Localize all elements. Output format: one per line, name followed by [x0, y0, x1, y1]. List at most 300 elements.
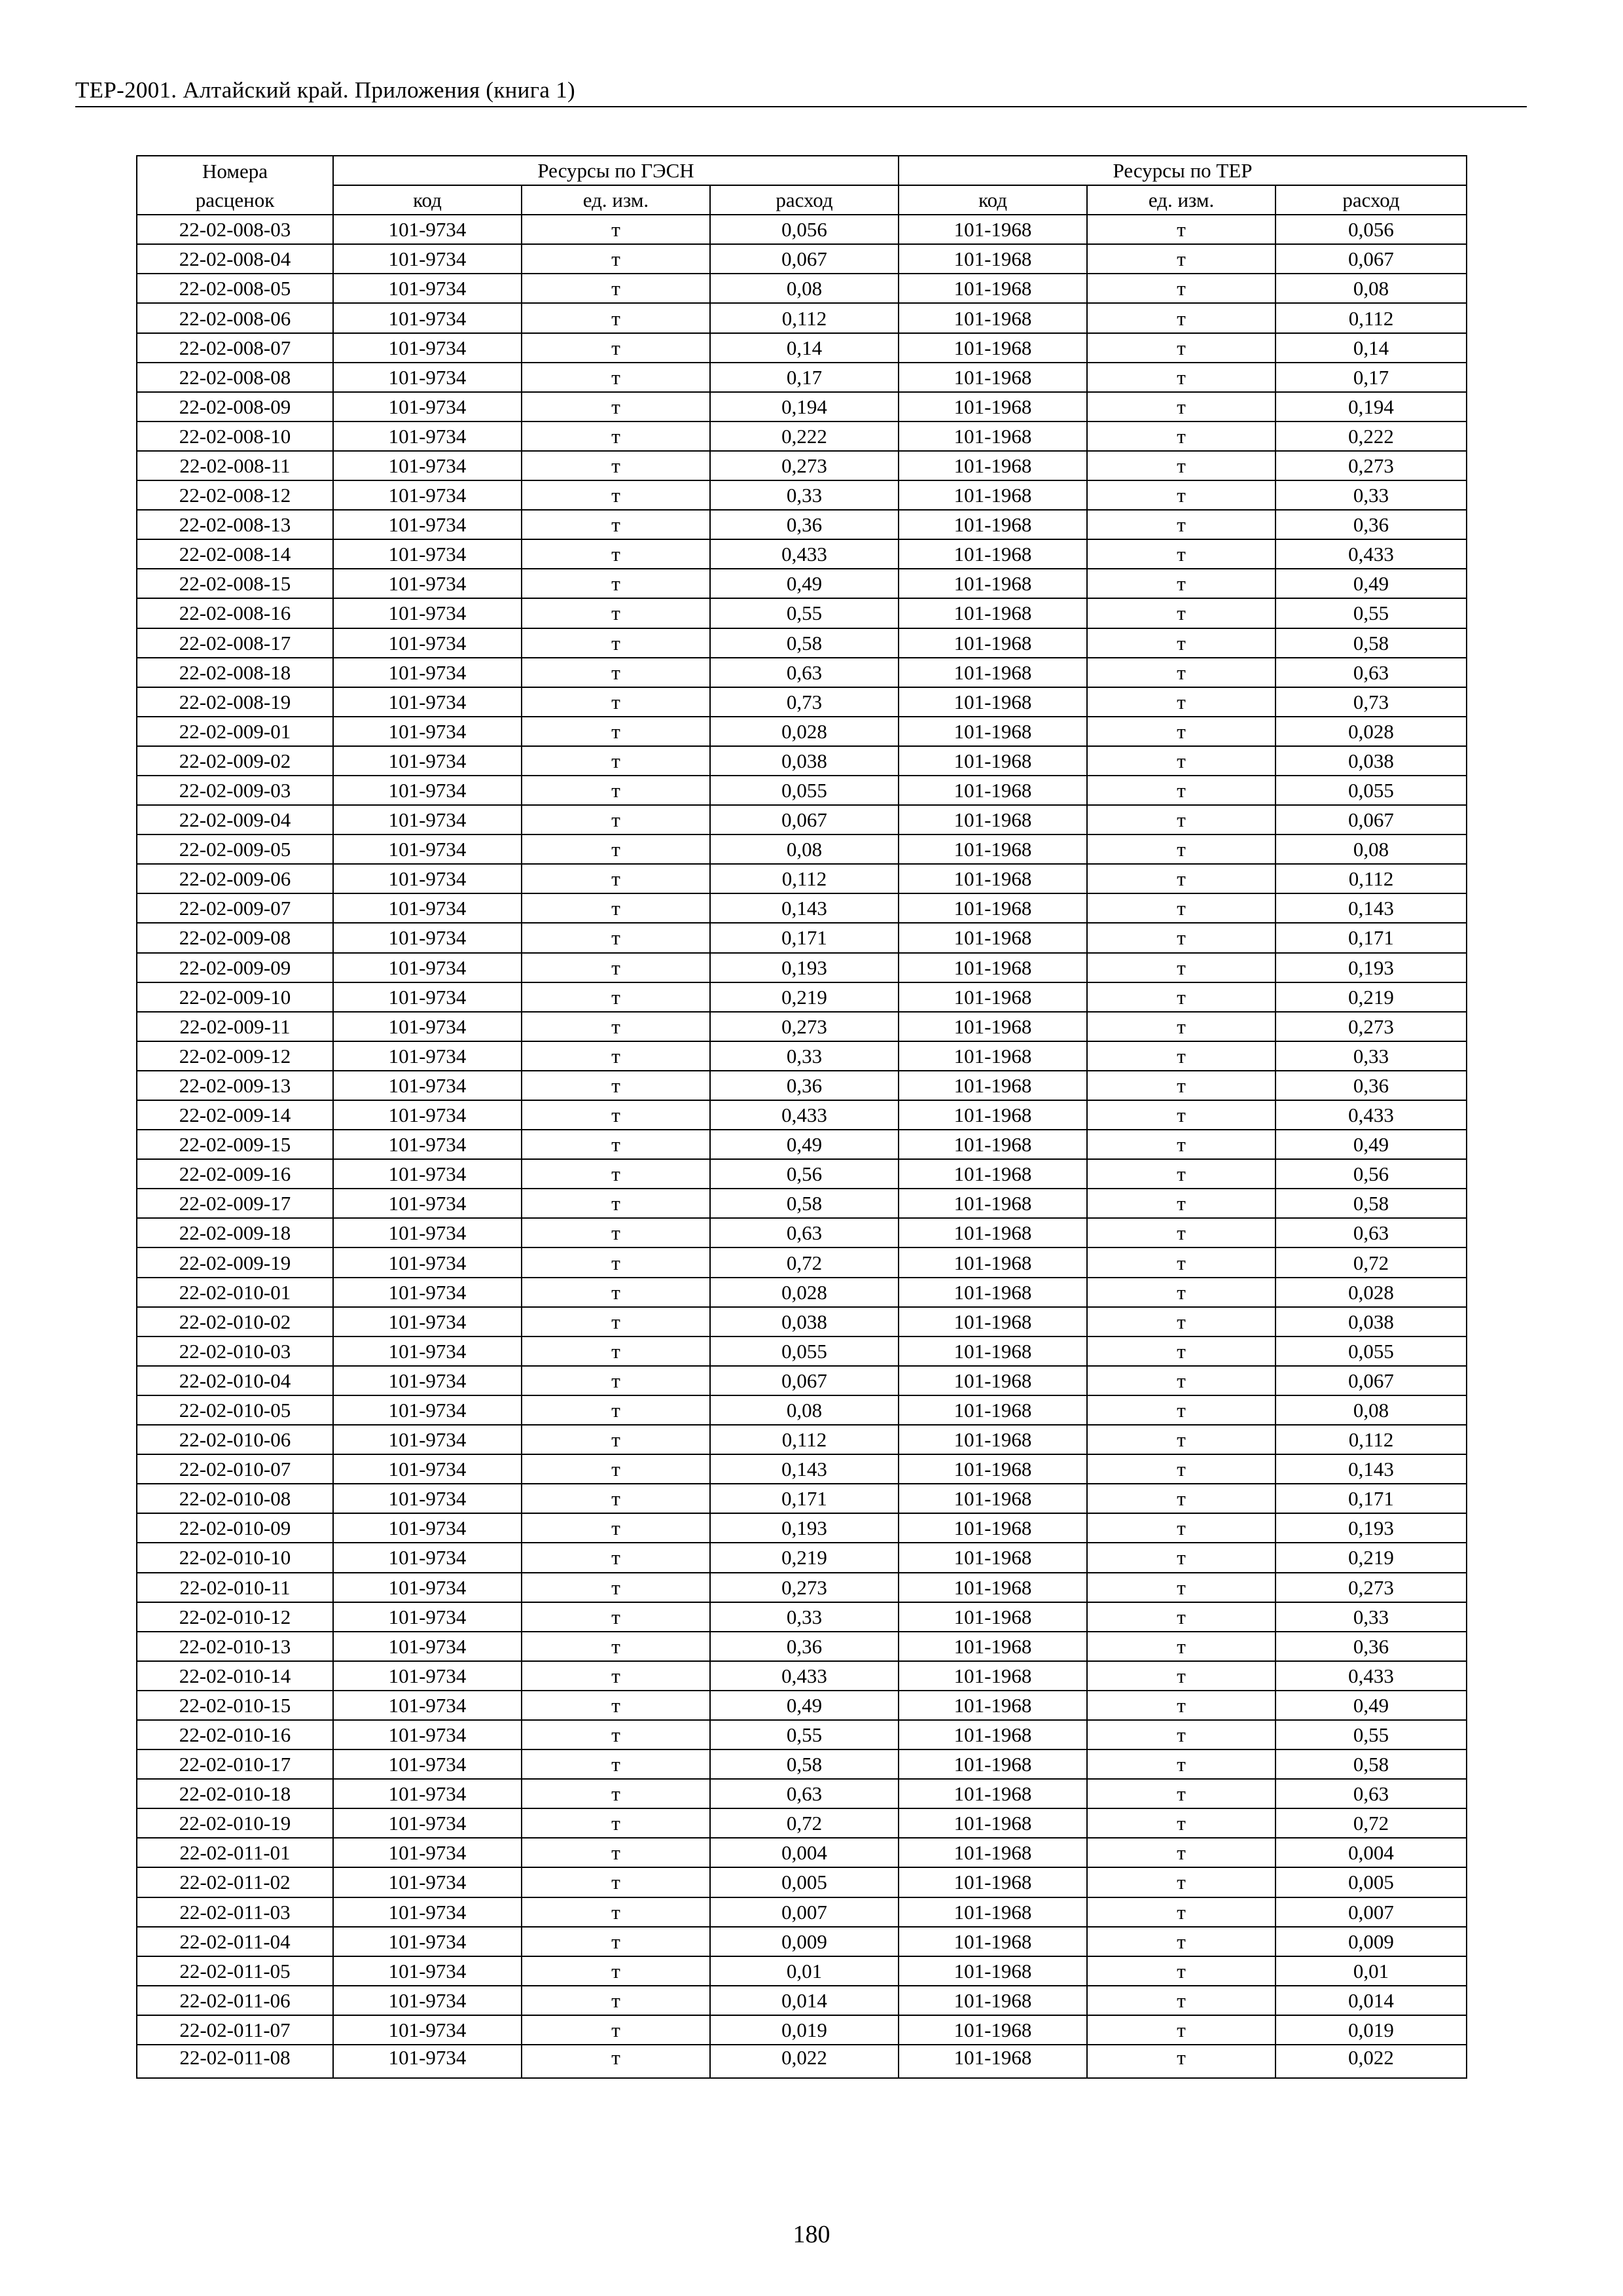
rate-number-cell: 22-02-008-05: [137, 274, 333, 303]
gesn-unit-cell: т: [522, 805, 710, 834]
ter-code-cell: 101-1968: [899, 953, 1087, 982]
table-row: [137, 1956, 1467, 1986]
gesn-code-cell: 101-9734: [333, 1749, 522, 1779]
table-row: [137, 1071, 1467, 1100]
rate-number-cell: 22-02-008-13: [137, 510, 333, 539]
rate-number-cell: 22-02-009-18: [137, 1218, 333, 1247]
table-header: [137, 156, 1467, 215]
ter-code-cell: 101-1968: [899, 1632, 1087, 1661]
rate-number-cell: 22-02-008-12: [137, 480, 333, 510]
ter-unit-cell: т: [1087, 1691, 1275, 1720]
gesn-code-cell: 101-9734: [333, 1632, 522, 1661]
ter-amount-cell: 0,143: [1275, 1454, 1467, 1484]
running-title: ТЕР-2001. Алтайский край. Приложения (книга 1): [75, 77, 576, 103]
gesn-amount-cell: 0,028: [710, 1278, 899, 1307]
rate-number-cell: 22-02-009-11: [137, 1012, 333, 1041]
gesn-code-cell: 101-9734: [333, 480, 522, 510]
ter-code-cell: 101-1968: [899, 717, 1087, 746]
gesn-amount-cell: 0,36: [710, 510, 899, 539]
ter-amount-cell: 0,067: [1275, 244, 1467, 274]
ter-code-cell: 101-1968: [899, 776, 1087, 805]
gesn-code-cell: 101-9734: [333, 2045, 522, 2078]
gesn-code-cell: 101-9734: [333, 1573, 522, 1602]
ter-amount-cell: 0,273: [1275, 451, 1467, 480]
rate-number-cell: 22-02-009-09: [137, 953, 333, 982]
ter-amount-cell: 0,14: [1275, 333, 1467, 363]
gesn-code-cell: 101-9734: [333, 1247, 522, 1277]
table-row: [137, 480, 1467, 510]
gesn-code-cell: 101-9734: [333, 746, 522, 776]
gesn-amount-cell: 0,63: [710, 1779, 899, 1808]
ter-unit-cell: т: [1087, 687, 1275, 717]
gesn-code-cell: 101-9734: [333, 1366, 522, 1395]
ter-amount-cell: 0,112: [1275, 303, 1467, 332]
table-row: [137, 658, 1467, 687]
gesn-amount-cell: 0,14: [710, 333, 899, 363]
ter-code-cell: 101-1968: [899, 1130, 1087, 1159]
gesn-unit-cell: т: [522, 274, 710, 303]
gesn-amount-cell: 0,08: [710, 274, 899, 303]
group-ter-header: Ресурсы по ТЕР: [899, 156, 1467, 185]
gesn-unit-cell: т: [522, 303, 710, 332]
table-row: [137, 1543, 1467, 1572]
table-row: [137, 953, 1467, 982]
gesn-code-cell: 101-9734: [333, 2015, 522, 2045]
table-row: [137, 1336, 1467, 1366]
rate-number-cell: 22-02-010-11: [137, 1573, 333, 1602]
ter-code-cell: 101-1968: [899, 363, 1087, 392]
ter-code-cell: 101-1968: [899, 392, 1087, 422]
gesn-code-cell: 101-9734: [333, 834, 522, 864]
rate-number-cell: 22-02-008-09: [137, 392, 333, 422]
gesn-unit-cell: т: [522, 1189, 710, 1218]
gesn-code-cell: 101-9734: [333, 363, 522, 392]
gesn-amount-cell: 0,08: [710, 834, 899, 864]
ter-amount-cell: 0,433: [1275, 1661, 1467, 1691]
page-number: 180: [793, 2221, 830, 2248]
ter-amount-cell: 0,193: [1275, 1513, 1467, 1543]
table-row: [137, 1691, 1467, 1720]
gesn-amount-cell: 0,171: [710, 923, 899, 952]
gesn-amount-cell: 0,112: [710, 1425, 899, 1454]
gesn-code-cell: 101-9734: [333, 805, 522, 834]
gesn-code-cell: 101-9734: [333, 1307, 522, 1336]
ter-amount-cell: 0,01: [1275, 1956, 1467, 1986]
ter-code-cell: 101-1968: [899, 598, 1087, 628]
ter-unit-cell: т: [1087, 333, 1275, 363]
table-row: [137, 1927, 1467, 1956]
gesn-unit-cell: т: [522, 480, 710, 510]
ter-code-cell: 101-1968: [899, 1749, 1087, 1779]
rate-number-cell: 22-02-011-02: [137, 1867, 333, 1897]
ter-unit-cell: т: [1087, 746, 1275, 776]
gesn-amount-cell: 0,58: [710, 1189, 899, 1218]
rate-number-cell: 22-02-011-05: [137, 1956, 333, 1986]
rate-number-cell: 22-02-009-15: [137, 1130, 333, 1159]
gesn-unit-cell: т: [522, 1720, 710, 1749]
table-row: [137, 363, 1467, 392]
gesn-unit-cell: т: [522, 1366, 710, 1395]
rate-number-cell: 22-02-008-17: [137, 628, 333, 658]
gesn-amount-cell: 0,33: [710, 1602, 899, 1632]
ter-amount-cell: 0,055: [1275, 776, 1467, 805]
ter-unit-cell: т: [1087, 1307, 1275, 1336]
gesn-unit-cell: т: [522, 1247, 710, 1277]
rate-number-cell: 22-02-008-06: [137, 303, 333, 332]
table-row: [137, 687, 1467, 717]
gesn-code-cell: 101-9734: [333, 303, 522, 332]
ter-unit-header: ед. изм.: [1087, 185, 1275, 215]
gesn-amount-cell: 0,219: [710, 982, 899, 1012]
gesn-code-cell: 101-9734: [333, 1454, 522, 1484]
ter-unit-cell: т: [1087, 864, 1275, 893]
ter-code-cell: 101-1968: [899, 569, 1087, 598]
table-row: [137, 1218, 1467, 1247]
gesn-amount-cell: 0,009: [710, 1927, 899, 1956]
gesn-unit-cell: т: [522, 1307, 710, 1336]
ter-unit-cell: т: [1087, 1425, 1275, 1454]
gesn-amount-cell: 0,17: [710, 363, 899, 392]
table-row: [137, 274, 1467, 303]
rate-number-cell: 22-02-010-16: [137, 1720, 333, 1749]
gesn-code-cell: 101-9734: [333, 598, 522, 628]
gesn-amount-cell: 0,067: [710, 244, 899, 274]
ter-unit-cell: т: [1087, 1632, 1275, 1661]
gesn-code-cell: 101-9734: [333, 982, 522, 1012]
gesn-unit-cell: т: [522, 893, 710, 923]
gesn-unit-cell: т: [522, 1927, 710, 1956]
ter-unit-cell: т: [1087, 1012, 1275, 1041]
gesn-unit-cell: т: [522, 1395, 710, 1425]
ter-amount-cell: 0,273: [1275, 1573, 1467, 1602]
ter-unit-cell: т: [1087, 1779, 1275, 1808]
ter-unit-cell: т: [1087, 2045, 1275, 2078]
ter-code-cell: 101-1968: [899, 1513, 1087, 1543]
gesn-code-cell: 101-9734: [333, 1602, 522, 1632]
ter-code-cell: 101-1968: [899, 628, 1087, 658]
gesn-amount-cell: 0,019: [710, 2015, 899, 2045]
gesn-code-cell: 101-9734: [333, 215, 522, 244]
ter-code-cell: 101-1968: [899, 1602, 1087, 1632]
gesn-code-cell: 101-9734: [333, 1867, 522, 1897]
rate-number-cell: 22-02-008-03: [137, 215, 333, 244]
gesn-amount-cell: 0,55: [710, 598, 899, 628]
ter-code-cell: 101-1968: [899, 1189, 1087, 1218]
gesn-code-cell: 101-9734: [333, 1130, 522, 1159]
rate-number-cell: 22-02-010-13: [137, 1632, 333, 1661]
gesn-amount-cell: 0,273: [710, 1012, 899, 1041]
table-row: [137, 1395, 1467, 1425]
gesn-unit-cell: т: [522, 215, 710, 244]
rate-number-cell: 22-02-009-03: [137, 776, 333, 805]
gesn-unit-cell: т: [522, 953, 710, 982]
gesn-amount-cell: 0,067: [710, 805, 899, 834]
rate-number-cell: 22-02-008-14: [137, 539, 333, 569]
rate-number-cell: 22-02-011-01: [137, 1838, 333, 1867]
rate-number-cell: 22-02-010-06: [137, 1425, 333, 1454]
ter-unit-cell: т: [1087, 1130, 1275, 1159]
table-row: [137, 392, 1467, 422]
table-row: [137, 776, 1467, 805]
ter-code-cell: 101-1968: [899, 1779, 1087, 1808]
ter-unit-cell: т: [1087, 1247, 1275, 1277]
ter-unit-cell: т: [1087, 1543, 1275, 1572]
ter-unit-cell: т: [1087, 1808, 1275, 1838]
ter-unit-cell: т: [1087, 510, 1275, 539]
gesn-unit-cell: т: [522, 1897, 710, 1927]
gesn-amount-cell: 0,112: [710, 303, 899, 332]
gesn-code-cell: 101-9734: [333, 333, 522, 363]
ter-code-cell: 101-1968: [899, 1454, 1087, 1484]
ter-amount-cell: 0,219: [1275, 982, 1467, 1012]
gesn-unit-cell: т: [522, 244, 710, 274]
ter-amount-cell: 0,055: [1275, 1336, 1467, 1366]
gesn-code-cell: 101-9734: [333, 569, 522, 598]
gesn-code-cell: 101-9734: [333, 274, 522, 303]
table-row: [137, 539, 1467, 569]
ter-amount-cell: 0,019: [1275, 2015, 1467, 2045]
ter-amount-cell: 0,08: [1275, 274, 1467, 303]
ter-amount-cell: 0,33: [1275, 1041, 1467, 1071]
ter-code-cell: 101-1968: [899, 1395, 1087, 1425]
rate-number-cell: 22-02-009-12: [137, 1041, 333, 1071]
gesn-unit-cell: т: [522, 569, 710, 598]
ter-unit-cell: т: [1087, 1986, 1275, 2015]
table-row: [137, 569, 1467, 598]
ter-amount-cell: 0,36: [1275, 1071, 1467, 1100]
ter-code-cell: 101-1968: [899, 1012, 1087, 1041]
ter-amount-cell: 0,067: [1275, 805, 1467, 834]
ter-amount-cell: 0,028: [1275, 1278, 1467, 1307]
ter-code-cell: 101-1968: [899, 1691, 1087, 1720]
rate-number-cell: 22-02-009-19: [137, 1247, 333, 1277]
ter-amount-cell: 0,72: [1275, 1247, 1467, 1277]
ter-code-cell: 101-1968: [899, 333, 1087, 363]
ter-unit-cell: т: [1087, 805, 1275, 834]
ter-code-cell: 101-1968: [899, 422, 1087, 451]
ter-unit-cell: т: [1087, 1927, 1275, 1956]
gesn-code-cell: 101-9734: [333, 510, 522, 539]
gesn-unit-cell: т: [522, 1218, 710, 1247]
ter-unit-cell: т: [1087, 215, 1275, 244]
table-row: [137, 1986, 1467, 2015]
ter-unit-cell: т: [1087, 569, 1275, 598]
table-row: [137, 1513, 1467, 1543]
ter-code-cell: 101-1968: [899, 1927, 1087, 1956]
ter-unit-cell: т: [1087, 480, 1275, 510]
gesn-unit-cell: т: [522, 422, 710, 451]
ter-code-cell: 101-1968: [899, 1100, 1087, 1130]
ter-amount-cell: 0,55: [1275, 1720, 1467, 1749]
gesn-amount-cell: 0,067: [710, 1366, 899, 1395]
ter-amount-cell: 0,038: [1275, 746, 1467, 776]
gesn-unit-cell: т: [522, 1956, 710, 1986]
table-row: [137, 1159, 1467, 1189]
gesn-unit-cell: т: [522, 2015, 710, 2045]
gesn-unit-cell: т: [522, 1130, 710, 1159]
gesn-amount-cell: 0,038: [710, 1307, 899, 1336]
ter-amount-header: расход: [1275, 185, 1467, 215]
rate-number-cell: 22-02-010-14: [137, 1661, 333, 1691]
gesn-amount-cell: 0,58: [710, 628, 899, 658]
gesn-amount-cell: 0,038: [710, 746, 899, 776]
rate-number-cell: 22-02-009-13: [137, 1071, 333, 1100]
gesn-unit-cell: т: [522, 1513, 710, 1543]
rate-number-cell: 22-02-008-10: [137, 422, 333, 451]
rate-number-cell: 22-02-009-02: [137, 746, 333, 776]
ter-unit-cell: т: [1087, 1366, 1275, 1395]
table-row: [137, 805, 1467, 834]
rate-number-cell: 22-02-011-08: [137, 2045, 333, 2078]
gesn-amount-cell: 0,49: [710, 569, 899, 598]
rate-number-cell: 22-02-008-07: [137, 333, 333, 363]
ter-amount-cell: 0,171: [1275, 1484, 1467, 1513]
ter-unit-cell: т: [1087, 953, 1275, 982]
ter-amount-cell: 0,58: [1275, 1189, 1467, 1218]
rate-number-cell: 22-02-010-01: [137, 1278, 333, 1307]
ter-amount-cell: 0,171: [1275, 923, 1467, 952]
table-row: [137, 1573, 1467, 1602]
gesn-unit-cell: т: [522, 1779, 710, 1808]
ter-unit-cell: т: [1087, 1218, 1275, 1247]
gesn-unit-cell: т: [522, 1425, 710, 1454]
rate-number-cell: 22-02-010-05: [137, 1395, 333, 1425]
gesn-amount-cell: 0,433: [710, 1100, 899, 1130]
rate-number-cell: 22-02-010-17: [137, 1749, 333, 1779]
ter-code-cell: 101-1968: [899, 2015, 1087, 2045]
gesn-code-cell: 101-9734: [333, 776, 522, 805]
ter-amount-cell: 0,112: [1275, 864, 1467, 893]
table-row: [137, 510, 1467, 539]
gesn-amount-cell: 0,58: [710, 1749, 899, 1779]
ter-amount-cell: 0,007: [1275, 1897, 1467, 1927]
table-row: [137, 1897, 1467, 1927]
table-row: [137, 834, 1467, 864]
gesn-unit-cell: т: [522, 717, 710, 746]
rate-number-cell: 22-02-009-10: [137, 982, 333, 1012]
rate-number-cell: 22-02-010-02: [137, 1307, 333, 1336]
rate-number-cell: 22-02-008-11: [137, 451, 333, 480]
ter-amount-cell: 0,056: [1275, 215, 1467, 244]
ter-unit-cell: т: [1087, 1100, 1275, 1130]
gesn-amount-cell: 0,193: [710, 1513, 899, 1543]
gesn-code-cell: 101-9734: [333, 1041, 522, 1071]
table-row: [137, 1661, 1467, 1691]
gesn-amount-cell: 0,014: [710, 1986, 899, 2015]
ter-amount-cell: 0,36: [1275, 510, 1467, 539]
ter-unit-cell: т: [1087, 1513, 1275, 1543]
table-row: [137, 628, 1467, 658]
gesn-unit-cell: т: [522, 539, 710, 569]
rate-number-cell: 22-02-009-01: [137, 717, 333, 746]
gesn-code-cell: 101-9734: [333, 1100, 522, 1130]
gesn-amount-cell: 0,022: [710, 2045, 899, 2078]
gesn-unit-cell: т: [522, 1691, 710, 1720]
ter-amount-cell: 0,36: [1275, 1632, 1467, 1661]
gesn-code-cell: 101-9734: [333, 1425, 522, 1454]
gesn-unit-cell: т: [522, 1336, 710, 1366]
gesn-unit-cell: т: [522, 392, 710, 422]
gesn-code-cell: 101-9734: [333, 1336, 522, 1366]
gesn-amount-cell: 0,433: [710, 1661, 899, 1691]
ter-code-cell: 101-1968: [899, 303, 1087, 332]
gesn-unit-cell: т: [522, 1749, 710, 1779]
ter-unit-cell: т: [1087, 244, 1275, 274]
gesn-unit-cell: т: [522, 658, 710, 687]
ter-code-cell: 101-1968: [899, 746, 1087, 776]
ter-unit-cell: т: [1087, 1484, 1275, 1513]
ter-unit-cell: т: [1087, 451, 1275, 480]
gesn-code-cell: 101-9734: [333, 893, 522, 923]
ter-code-cell: 101-1968: [899, 893, 1087, 923]
ter-code-cell: 101-1968: [899, 687, 1087, 717]
ter-amount-cell: 0,112: [1275, 1425, 1467, 1454]
ter-amount-cell: 0,56: [1275, 1159, 1467, 1189]
gesn-unit-cell: т: [522, 982, 710, 1012]
gesn-code-cell: 101-9734: [333, 244, 522, 274]
table-row: [137, 1484, 1467, 1513]
ter-unit-cell: т: [1087, 923, 1275, 952]
gesn-amount-cell: 0,056: [710, 215, 899, 244]
table-row: [137, 1867, 1467, 1897]
ter-unit-cell: т: [1087, 776, 1275, 805]
ter-unit-cell: т: [1087, 363, 1275, 392]
gesn-amount-header: расход: [710, 185, 899, 215]
rate-number-cell: 22-02-008-18: [137, 658, 333, 687]
ter-amount-cell: 0,273: [1275, 1012, 1467, 1041]
gesn-unit-cell: т: [522, 746, 710, 776]
gesn-unit-cell: т: [522, 1041, 710, 1071]
ter-code-cell: 101-1968: [899, 1838, 1087, 1867]
gesn-unit-cell: т: [522, 776, 710, 805]
ter-amount-cell: 0,33: [1275, 1602, 1467, 1632]
ter-code-cell: 101-1968: [899, 539, 1087, 569]
ter-unit-cell: т: [1087, 1189, 1275, 1218]
gesn-amount-cell: 0,01: [710, 1956, 899, 1986]
ter-unit-cell: т: [1087, 1720, 1275, 1749]
table-row: [137, 1278, 1467, 1307]
rate-number-cell: 22-02-010-07: [137, 1454, 333, 1484]
ter-code-cell: 101-1968: [899, 1336, 1087, 1366]
rate-number-cell: 22-02-010-09: [137, 1513, 333, 1543]
gesn-code-cell: 101-9734: [333, 1986, 522, 2015]
resources-table: [136, 155, 1467, 2079]
ter-code-cell: 101-1968: [899, 1661, 1087, 1691]
gesn-code-cell: 101-9734: [333, 1218, 522, 1247]
ter-code-cell: 101-1968: [899, 1366, 1087, 1395]
gesn-unit-cell: т: [522, 1602, 710, 1632]
rate-number-cell: 22-02-009-08: [137, 923, 333, 952]
table-row: [137, 1366, 1467, 1395]
table-row: [137, 1779, 1467, 1808]
gesn-amount-cell: 0,143: [710, 893, 899, 923]
gesn-unit-cell: т: [522, 1986, 710, 2015]
gesn-amount-cell: 0,219: [710, 1543, 899, 1572]
gesn-unit-cell: т: [522, 1071, 710, 1100]
rate-number-cell: 22-02-008-15: [137, 569, 333, 598]
rate-number-cell: 22-02-009-17: [137, 1189, 333, 1218]
gesn-unit-cell: т: [522, 923, 710, 952]
ter-amount-cell: 0,219: [1275, 1543, 1467, 1572]
ter-amount-cell: 0,004: [1275, 1838, 1467, 1867]
ter-unit-cell: т: [1087, 274, 1275, 303]
gesn-amount-cell: 0,007: [710, 1897, 899, 1927]
gesn-unit-cell: т: [522, 1867, 710, 1897]
gesn-amount-cell: 0,055: [710, 776, 899, 805]
ter-unit-cell: т: [1087, 392, 1275, 422]
rate-number-cell: 22-02-008-04: [137, 244, 333, 274]
gesn-amount-cell: 0,33: [710, 480, 899, 510]
